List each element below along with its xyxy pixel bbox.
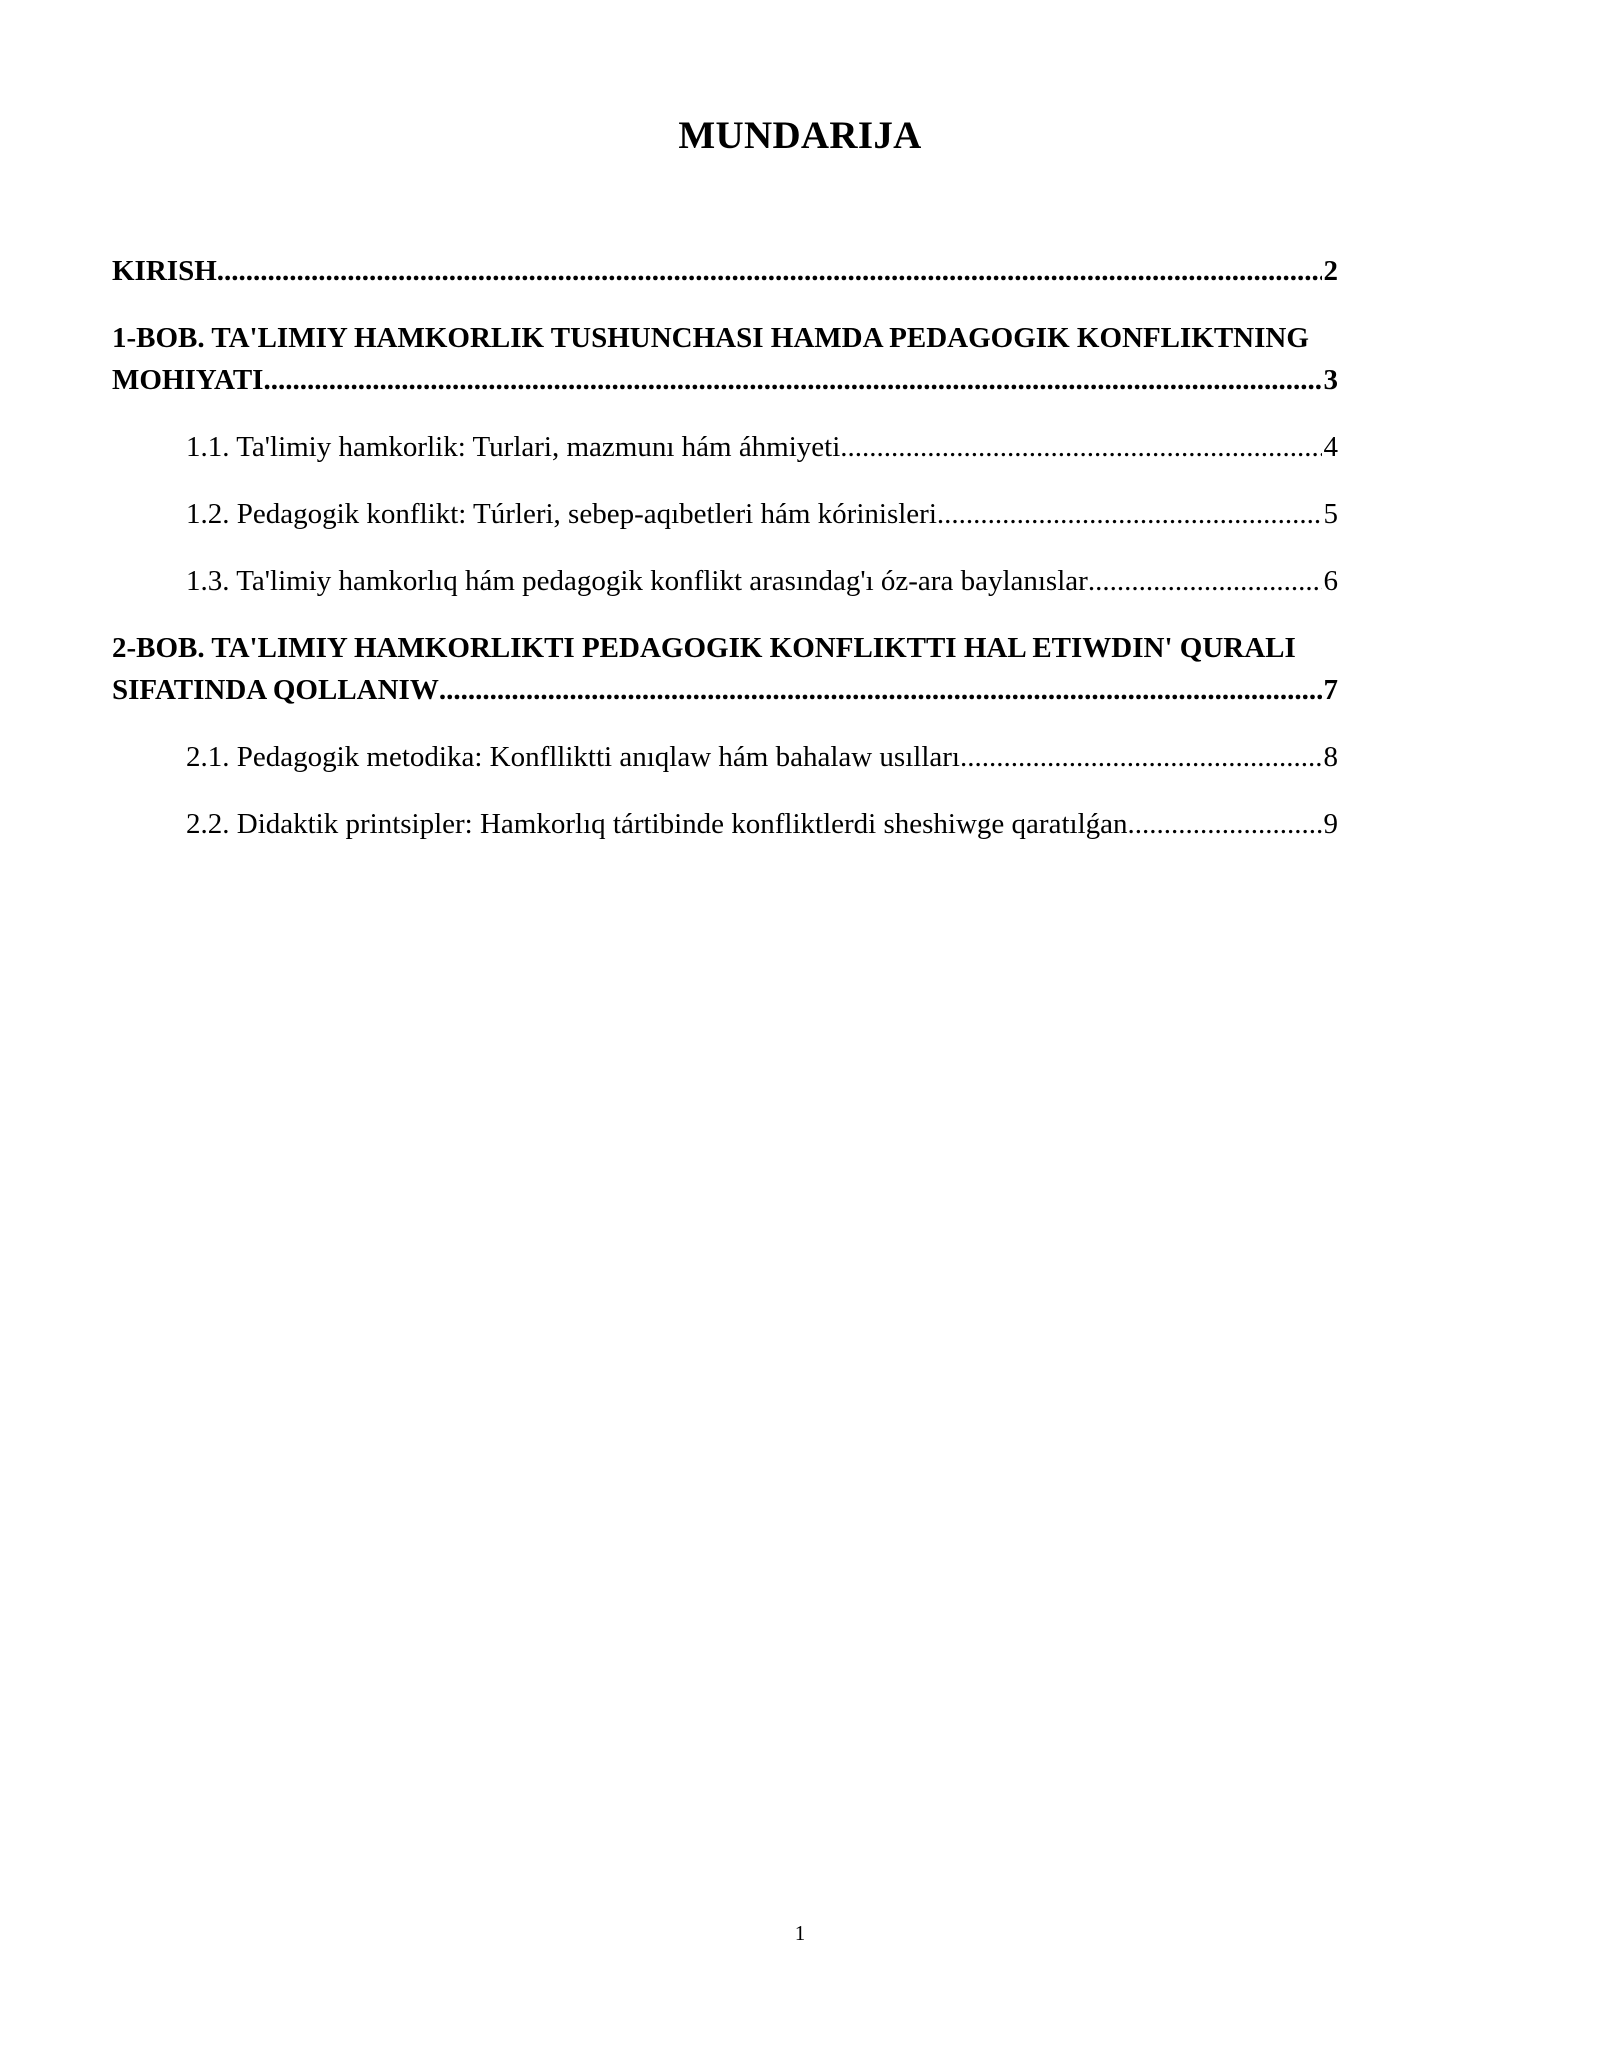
toc-page-number: 8 (1323, 741, 1338, 773)
toc-entry-chapter-2[interactable] (112, 627, 1338, 711)
toc-entry-label-line2: MOHIYATI (112, 364, 264, 396)
toc-page-number: 9 (1323, 808, 1338, 840)
toc-page-number: 4 (1323, 431, 1338, 463)
toc-page-number: 3 (1323, 364, 1338, 396)
toc-page-number: 5 (1323, 498, 1338, 530)
page-title: MUNDARIJA (678, 114, 922, 157)
toc-entry-section-1-1[interactable] (112, 426, 1338, 468)
toc-entry-kirish[interactable] (112, 250, 1338, 292)
dot-leader (1128, 803, 1322, 845)
toc-entry-label: KIRISH (112, 255, 217, 287)
dot-leader (217, 250, 1322, 292)
toc-entry-label: 1.1. Ta'limiy hamkorlik: Turlari, mazmunı hám áhmiyeti (186, 431, 841, 463)
page-number: 1 (794, 1921, 806, 1945)
toc-entry-label-line1: 2-BOB. TA'LIMIY HAMKORLIKTI PEDAGOGIK KONFLIKTTI HAL ETIWDIN' QURALI (112, 632, 1296, 664)
toc-entry-label: 1.3. Ta'limiy hamkorlıq hám pedagogik konflikt arasındag'ı óz-ara baylanıslar (186, 565, 1088, 597)
toc-entry-label: 2.2. Didaktik printsipler: Hamkorlıq tártibinde konfliktlerdi sheshiwge qaratılǵan (186, 808, 1128, 840)
dot-leader (937, 493, 1322, 535)
toc-entry-section-1-3[interactable] (112, 560, 1338, 602)
toc-page-number: 6 (1323, 565, 1338, 597)
toc-entry-chapter-1[interactable] (112, 317, 1338, 401)
toc-entry-label: 2.1. Pedagogik metodika: Konflliktti anıqlaw hám bahalaw usılları (186, 741, 960, 773)
toc-entry-section-2-1[interactable] (112, 736, 1338, 778)
toc-page-number: 7 (1323, 674, 1338, 706)
toc-entry-section-2-2[interactable] (112, 803, 1338, 845)
toc-entry-label-line1: 1-BOB. TA'LIMIY HAMKORLIK TUSHUNCHASI HAMDA PEDAGOGIK KONFLIKTNING (112, 322, 1309, 354)
dot-leader (439, 669, 1322, 711)
toc-entry-label-line2: SIFATINDA QOLLANIW (112, 674, 439, 706)
table-of-contents (112, 250, 1338, 845)
dot-leader (960, 736, 1322, 778)
toc-entry-label: 1.2. Pedagogik konflikt: Túrleri, sebep-aqıbetleri hám kórinisleri (186, 498, 937, 530)
toc-entry-section-1-2[interactable] (112, 493, 1338, 535)
dot-leader (840, 426, 1321, 468)
dot-leader (1088, 560, 1322, 602)
toc-page-number: 2 (1323, 255, 1338, 287)
dot-leader (263, 359, 1321, 401)
